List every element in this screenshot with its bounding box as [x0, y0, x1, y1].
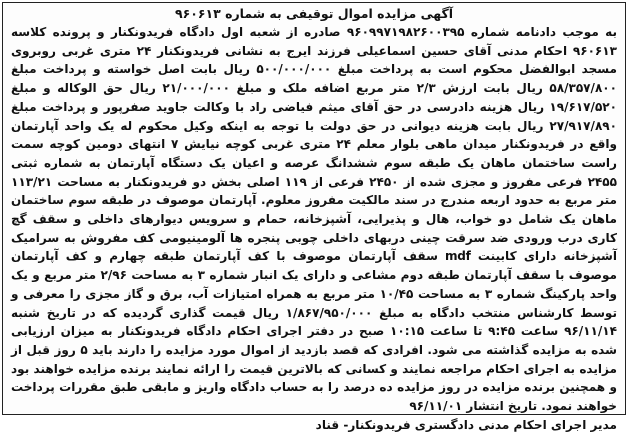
notice-signature: مدیر اجرای احکام مدنی دادگستری فریدونکنار- قناد — [315, 417, 617, 432]
newspaper-notice-frame — [2, 2, 626, 432]
auction-notice — [11, 6, 617, 432]
notice-body: به موجب دادنامه شماره ۹۶۰۹۹۷۱۹۸۲۶۰۰۳۹۵ صادره از شعبه اول دادگاه فریدونکنار و پرونده کلاسه ۹۶۰۶۱۳ احکام مدنی آقای حسین اسماعیلی فرزند ایرج به نشانی فریدونکنار ۲۴ متری غربی روبروی مسجد ابوالفضل محکوم است به پرداخت مبلغ ۵۰۰/۰۰۰/۰۰۰ ریال بابت اصل خواسته و پرداخت مبلغ ۵۸/۳۵۷/۸۰۰ ریال بابت ارزش ۲/۳ متر مربع اضافه ملک و مبلغ ۲۱/۰۰۰/۰۰۰ ریال حق الوکاله و مبلغ ۱۹/۶۱۷/۵۲۰ ریال هزینه دادرسی در حق آقای میثم فیاضی راد با وکالت جاوید صفرپور و پرداخت مبلغ ۲۷/۹۱۷/۸۹۰ ریال بابت هزینه دیوانی در حق دولت با توجه به اینکه وکیل محکوم له یک واحد آپارتمان واقع در فریدونکنار میدان ماهی بلوار معلم ۲۴ متری غربی کوچه نیایش ۷ انتهای دومین کوچه سمت راست ساختمان ماهان یک طبقه سوم ششدانگ عرصه و اعیان یک دستگاه آپارتمان به شماره ثبتی ۲۴۵۵ فرعی مفروز و مجزی شده از ۲۴۵۰ فرعی از ۱۱۹ اصلی بخش دو فریدونکنار به مساحت ۱۱۳/۲۱ متر مربع به حدود اربعه مندرج در سند مالکیت مفروز معلوم. آپارتمان موصوف در طبقه سوم ساختمان ماهان یک شامل دو خواب، هال و پذیرایی، آشپزخانه، حمام و سرویس دیوارهای داخلی و سقف گچ کاری درب ورودی ضد سرقت چینی دربهای داخلی چوبی پنجره ها آلومینیومی کف مفروش به سرامیک آشپزخانه دارای کابینت mdf سقف آپارتمان موصوف با کف آپارتمان طبقه چهارم و کف آپارتمان موصوف با سقف آپارتمان طبقه دوم مشاعی و دارای یک انبار شماره ۳ به مساحت ۲/۹۶ متر مربع و یک واحد پارکینگ شماره ۳ به مساحت ۱۰/۴۵ متر مربع به همراه امتیازات آب، برق و گاز مجزی را معرفی و توسط کارشناس منتخب دادگاه به مبلغ ۱/۸۶۷/۹۵۰/۰۰۰ ریال قیمت گذاری گردیده که در تاریخ شنبه ۹۶/۱۱/۱۴ ساعت ۹:۴۵ تا ساعت ۱۰:۱۵ صبح در دفتر اجرای احکام دادگاه فریدونکنار به میزان ارزیابی شده به مزایده گذاشته می شود. افرادی که قصد بازدید از اموال مورد مزایده را دارند باید ۵ روز قبل از مزایده به اجرای احکام مراجعه نمایند و کسانی که بالاترین قیمت را ارائه نمایند برنده مزایده خواهند بود و همچنین برنده مزایده در روز مزایده ده درصد را به حساب دادگاه واریز و مابقی طبق مقررات پرداخت خواهند نمود. تاریخ انتشار ۹۶/۱۱/۰۱ — [11, 25, 617, 414]
notice-title: آگهی مزایده اموال توقیفی به شماره ۹۶۰۶۱۳ — [174, 6, 454, 21]
